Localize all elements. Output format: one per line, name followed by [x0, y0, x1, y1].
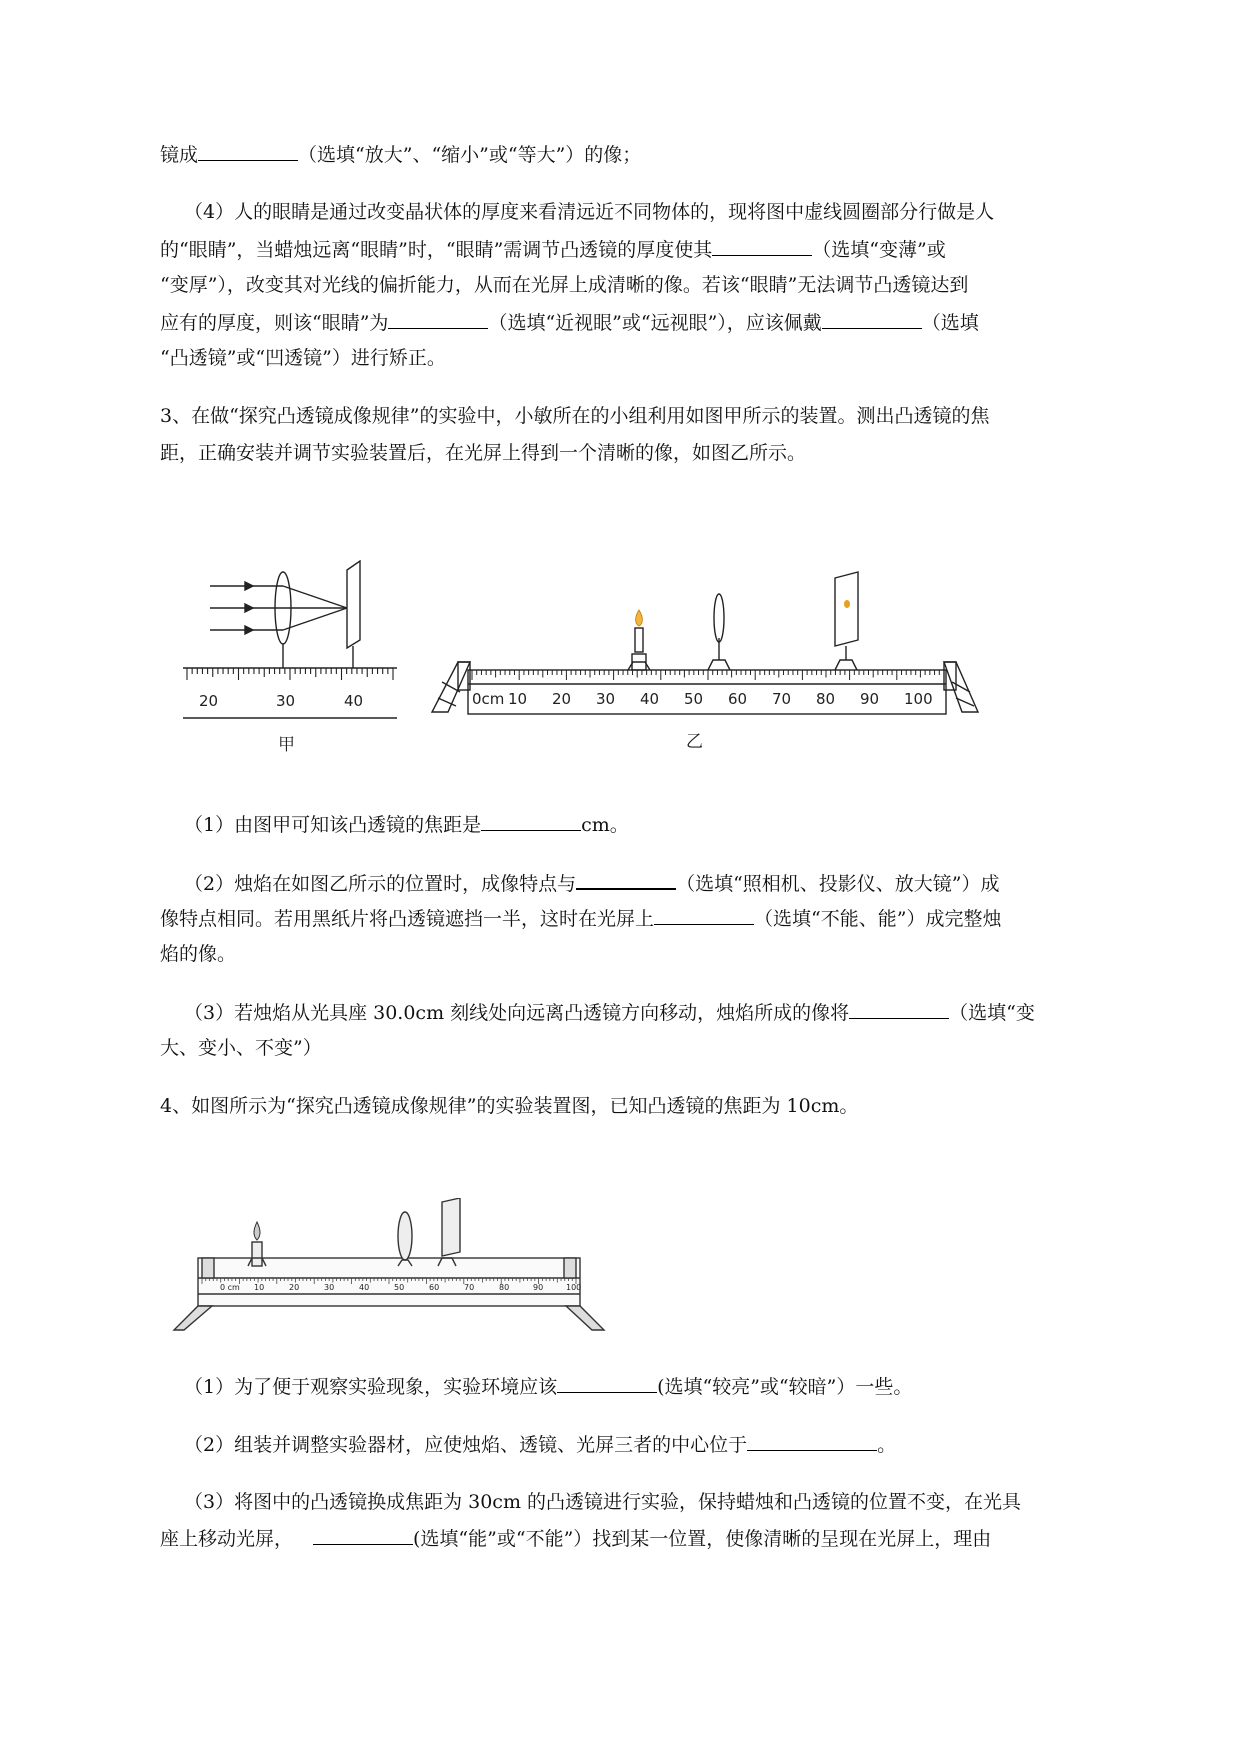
text-line-19: 座上移动光屏， (选填“能”或“不能”）找到某一位置，使像清晰的呈现在光屏上，理由: [160, 1528, 992, 1550]
ruler-tick-label: 20: [552, 690, 572, 708]
answer-blank[interactable]: [576, 870, 676, 890]
light-screen: [347, 561, 360, 648]
q3-part-2: （2）烛焰在如图乙所示的位置时，成像特点与 （选填“照相机、投影仪、放大镜”）成: [184, 870, 1000, 896]
text-line-8: 距，正确安装并调节实验装置后，在光屏上得到一个清晰的像，如图乙所示。: [160, 442, 807, 464]
ruler-tick-label: 50: [394, 1283, 405, 1292]
ruler-tick-label: 10: [508, 690, 528, 708]
answer-blank[interactable]: [712, 237, 812, 256]
q3-part-3: （3）若烛焰从光具座 30.0cm 刻线处向远离凸透镜方向移动，烛焰所成的像将 （选填“变: [184, 1002, 1035, 1024]
ruler-tick-label: 30: [324, 1283, 335, 1292]
ruler-tick-label: 40: [359, 1283, 370, 1292]
answer-blank[interactable]: [388, 310, 488, 329]
ruler-tick-label: 0cm: [472, 690, 505, 708]
ruler-tick-label: 10: [254, 1283, 265, 1292]
candle-flame: [254, 1222, 260, 1240]
text-line-6: “凸透镜”或“凹透镜”）进行矫正。: [160, 347, 446, 369]
answer-blank[interactable]: [747, 1432, 877, 1451]
ruler-tick-label: 40: [640, 690, 660, 708]
ruler-tick-label: 70: [464, 1283, 475, 1292]
light-screen: [835, 572, 858, 646]
figure-optical-bench: [172, 1198, 622, 1333]
bench-leg: [174, 1306, 212, 1330]
ruler-tick-label: 80: [816, 690, 836, 708]
text-line-3: 的“眼睛”，当蜡烛远离“眼睛”时，“眼睛”需调节凸透镜的厚度使其 （选填“变薄”或: [160, 239, 946, 261]
ruler-tick-label: 90: [860, 690, 880, 708]
answer-blank[interactable]: [198, 142, 298, 161]
question-3-title: 3、在做“探究凸透镜成像规律”的实验中，小敏所在的小组利用如图甲所示的装置。测出凸透镜的焦: [160, 405, 990, 427]
bench-leg: [566, 1306, 604, 1330]
answer-blank[interactable]: [849, 1000, 949, 1019]
image-on-screen: [844, 600, 850, 608]
convex-lens: [398, 1212, 412, 1260]
question-4-title: 4、如图所示为“探究凸透镜成像规律”的实验装置图，已知凸透镜的焦距为 10cm。: [160, 1095, 859, 1117]
text-line-1: 镜成 （选填“放大”、“缩小”或“等大”）的像；: [160, 144, 642, 166]
text-line-14: 大、变小、不变”）: [160, 1037, 322, 1059]
convex-lens: [714, 594, 724, 642]
figure-caption: 乙: [686, 732, 703, 752]
candle-flame: [636, 610, 643, 626]
answer-blank[interactable]: [557, 1374, 657, 1393]
light-screen: [442, 1198, 460, 1256]
text-line-11: 像特点相同。若用黑纸片将凸透镜遮挡一半，这时在光屏上 （选填“不能、能”）成完整烛: [160, 908, 1002, 930]
ruler-tick-label: 30: [596, 690, 616, 708]
figure-caption: 甲: [278, 735, 295, 755]
q3-part-1: （1）由图甲可知该凸透镜的焦距是 cm。: [184, 814, 629, 836]
answer-blank[interactable]: [481, 812, 581, 831]
ruler-tick-label: 70: [772, 690, 792, 708]
ruler-tick-label: 20: [289, 1283, 300, 1292]
text-line-12: 焰的像。: [160, 943, 237, 965]
ruler-tick-label: 90: [533, 1283, 544, 1292]
ruler-tick-label: 100: [566, 1283, 582, 1292]
answer-blank[interactable]: [822, 310, 922, 329]
q4-part-1: （1）为了便于观察实验现象，实验环境应该 (选填“较亮”或“较暗”）一些。: [184, 1376, 913, 1398]
ruler-tick-label: 60: [429, 1283, 440, 1292]
ruler-tick-label: 60: [728, 690, 748, 708]
text-line-5: 应有的厚度，则该“眼睛”为 （选填“近视眼”或“远视眼”），应该佩戴 （选填: [160, 312, 979, 334]
ruler-tick-label: 40: [344, 692, 364, 710]
answer-blank[interactable]: [654, 906, 754, 925]
figure-yi: [430, 570, 980, 760]
ruler-tick-label: 0 cm: [220, 1283, 240, 1292]
q4-part-2: （2）组装并调整实验器材，应使烛焰、透镜、光屏三者的中心位于 。: [184, 1434, 897, 1456]
question-4-line: （4）人的眼睛是通过改变晶状体的厚度来看清远近不同物体的，现将图中虚线圆圈部分行做是人: [184, 201, 995, 223]
ruler-tick-label: 50: [684, 690, 704, 708]
ruler-tick-label: 30: [276, 692, 296, 710]
text-line-4: “变厚”），改变其对光线的偏折能力，从而在光屏上成清晰的像。若该“眼睛”无法调节凸透镜达到: [160, 274, 969, 296]
q4-part-3: （3）将图中的凸透镜换成焦距为 30cm 的凸透镜进行实验，保持蜡烛和凸透镜的位置不变，在光具: [184, 1491, 1022, 1513]
answer-blank[interactable]: [313, 1526, 413, 1545]
figure-jia: [175, 560, 415, 760]
ruler-tick-label: 100: [904, 690, 933, 708]
ruler-tick-label: 20: [199, 692, 219, 710]
ruler-tick-label: 80: [499, 1283, 510, 1292]
